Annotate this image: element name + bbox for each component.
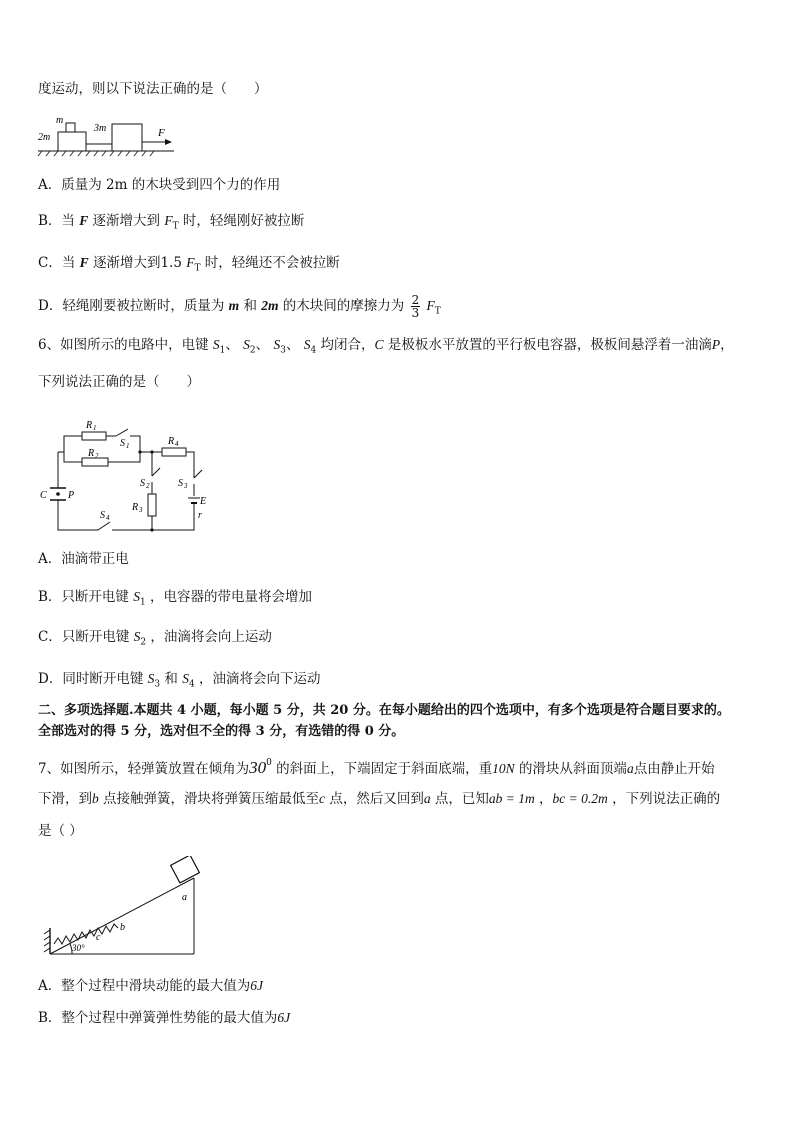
svg-text:b: b [120, 922, 125, 933]
svg-text:3: 3 [139, 506, 143, 514]
force-arrow [165, 139, 172, 145]
section2-heading-line1: 二、多项选择题.本题共 4 小题，每小题 5 分，共 20 分。在每小题给出的四个选项中，有多个选项是符合题目要求的。 [38, 703, 730, 718]
label-F: F [158, 127, 165, 139]
svg-text:R: R [168, 436, 175, 447]
label-m: m [56, 115, 64, 126]
q5-option-d: D．轻绳刚要被拉断时，质量为 m 和 2m 的木块间的摩擦力为 $\frac{2}{3}$ $F_T$ [38, 293, 441, 320]
svg-text:a: a [182, 892, 187, 903]
svg-text:c: c [96, 932, 101, 943]
q6-option-b: B．只断开电键 $S_1$ ，电容器的带电量将会增加 [38, 589, 312, 608]
q7-incline-figure [36, 856, 204, 962]
label-3m: 3m [94, 123, 107, 134]
svg-text:1: 1 [93, 424, 97, 432]
q6-option-a: A．油滴带正电 [38, 551, 129, 567]
resistor-r3 [148, 494, 156, 516]
q5-option-c: C．当 F 逐渐增大到1.5 $F_T$ 时，轻绳还不会被拉断 [38, 255, 340, 274]
svg-text:S: S [100, 510, 105, 521]
svg-text:S: S [140, 478, 145, 489]
q7-option-b: B．整个过程中弹簧弹性势能的最大值为6J [38, 1010, 291, 1026]
q6-stem-line1: 6、如图所示的电路中，电键 $S_1$、 $S_2$、 $S_3$、 $S_4$ 均闭合，C 是极板水平放置的平行板电容器，极板间悬浮着一油滴P， [38, 337, 734, 356]
svg-text:S: S [120, 438, 125, 449]
svg-text:R: R [88, 448, 95, 459]
svg-text:1: 1 [126, 442, 130, 450]
q7-stem-line2: 下滑，到b 点接触弹簧，滑块将弹簧压缩最低至c 点，然后又回到a 点，已知ab = 1m ，bc = 0.2m ，下列说法正确的 [38, 791, 721, 807]
sliding-block [171, 856, 200, 883]
block-m [66, 123, 75, 132]
q7-stem-line3: 是（ ） [38, 823, 83, 839]
q6-option-c: C．只断开电键 $S_2$ ，油滴将会向上运动 [38, 629, 272, 648]
label-2m: 2m [38, 132, 51, 143]
svg-text:S: S [178, 478, 183, 489]
svg-text:2: 2 [95, 452, 99, 460]
fraction-2-3: $\frac{2}{3}$ [411, 293, 420, 320]
block-3m [112, 124, 142, 151]
resistor-r1 [82, 432, 106, 440]
q5-option-a: A．质量为 2m 的木块受到四个力的作用 [38, 177, 281, 193]
svg-text:4: 4 [175, 440, 179, 448]
svg-text:C: C [40, 490, 47, 501]
q5-option-b: B．当 F 逐渐增大到 $F_T$ 时，轻绳刚好被拉断 [38, 213, 305, 232]
q7-stem-line1: 7、如图所示，轻弹簧放置在倾角为$30^0$ 的斜面上，下端固定于斜面底端，重10N 的滑块从斜面顶端a点由静止开始 [38, 758, 715, 777]
svg-text:R: R [132, 502, 139, 513]
svg-text:4: 4 [106, 514, 110, 522]
svg-text:30°: 30° [72, 943, 85, 953]
q6-stem-line2: 下列说法正确的是（ ） [38, 374, 200, 390]
oil-drop [56, 492, 60, 496]
q5-blocks-figure [36, 114, 176, 158]
svg-text:P: P [68, 490, 75, 501]
spring [54, 924, 118, 944]
svg-text:R: R [86, 420, 93, 431]
q5-stem-tail: 度运动，则以下说法正确的是（ ） [38, 81, 268, 97]
block-2m [58, 132, 86, 151]
svg-text:2: 2 [146, 482, 150, 490]
q6-option-d: D．同时断开电键 $S_3$ 和 $S_4$ ，油滴将会向下运动 [38, 671, 321, 690]
q6-circuit-figure [36, 414, 216, 536]
svg-text:r: r [198, 510, 202, 521]
resistor-r4 [162, 448, 186, 456]
svg-text:3: 3 [184, 482, 188, 490]
q7-option-a: A．整个过程中滑块动能的最大值为6J [38, 978, 263, 994]
section2-heading-line2: 全部选对的得 5 分，选对但不全的得 3 分，有选错的得 0 分。 [38, 724, 405, 739]
svg-text:E: E [200, 496, 207, 507]
